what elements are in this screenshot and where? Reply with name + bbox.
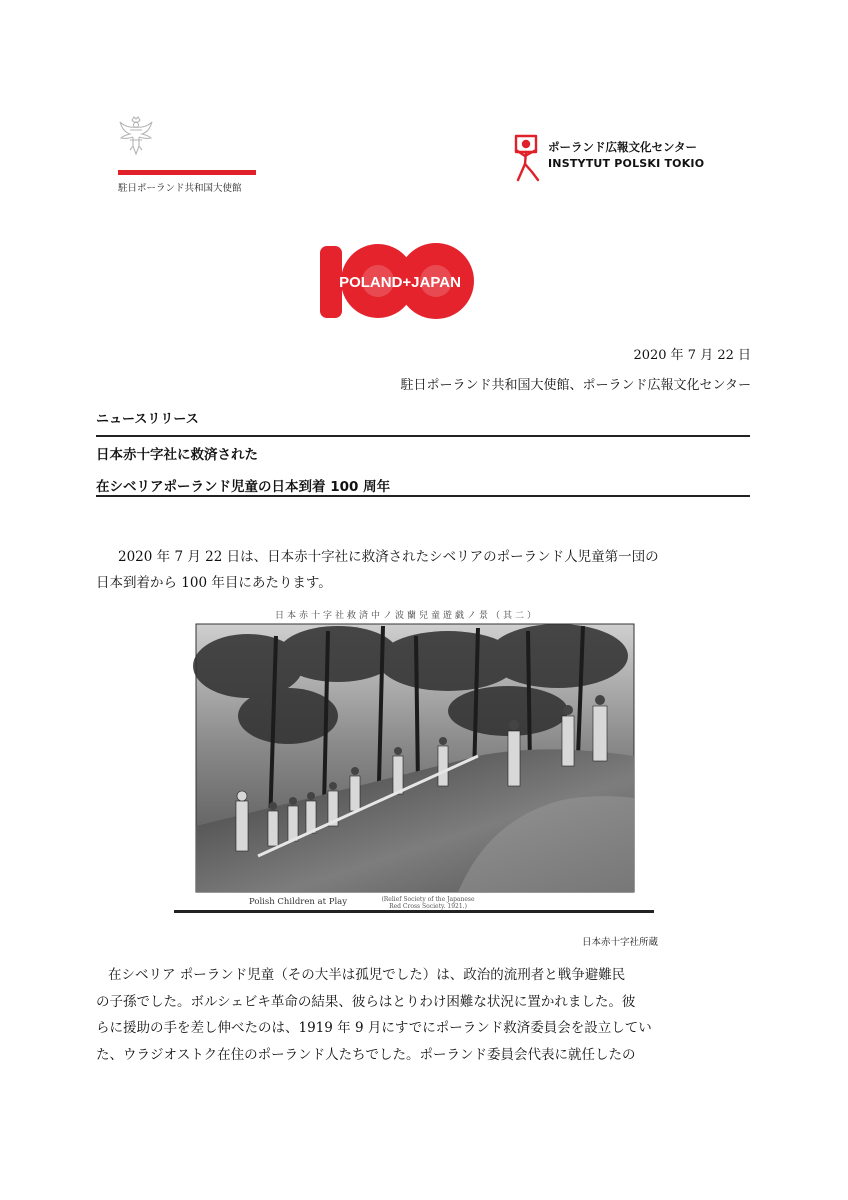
body-line-1: 在シベリア ポーランド児童（その大半は孤児でした）は、政治的流刑者と戦争避難民 <box>108 967 626 983</box>
centenary-logo-text: POLAND+JAPAN <box>339 274 461 291</box>
title-line-1: 日本赤十字社に救済された <box>96 447 258 463</box>
title-top-rule <box>96 435 750 437</box>
institute-name-jp: ポーランド広報文化センター <box>548 140 698 154</box>
body-line-3: らに援助の手を差し伸べたのは、1919 年 9 月にすでにポーランド救済委員会を設立してい <box>96 1020 652 1036</box>
embassy-red-rule <box>118 170 256 175</box>
photo-caption-top: 日本赤十字社救済中ノ波蘭兒童遊戯ノ景（其二） <box>274 611 540 621</box>
title-line-2: 在シベリアポーランド児童の日本到着 100 周年 <box>96 479 391 495</box>
intro-line-1: 2020 年 7 月 22 日は、日本赤十字社に救済されたシベリアのポーランド人児童第一団の <box>118 549 659 565</box>
photo-credit: 日本赤十字社所蔵 <box>581 937 658 948</box>
intro-line-2: 日本到着から 100 年目にあたります。 <box>96 575 332 591</box>
instytut-polski-logo-icon <box>512 134 542 182</box>
title-bottom-rule <box>96 495 750 497</box>
body-line-2: の子孫でした。ボルシェビキ革命の結果、彼らはとりわけ困難な状況に置かれました。彼 <box>96 993 636 1010</box>
photo-caption-note-1: (Relief Society of the Japanese <box>381 896 475 903</box>
body-paragraph <box>96 962 752 1068</box>
news-release-label: ニュースリリース <box>96 412 199 427</box>
poland-japan-100-logo <box>318 242 476 320</box>
historic-photo-postcard <box>178 606 636 910</box>
photo-caption-note-2: Red Cross Society. 1921.) <box>389 903 467 910</box>
issuer-line: 駐日ポーランド共和国大使館、ポーランド広報文化センター <box>400 378 751 393</box>
body-line-4: た、ウラジオストク在住のポーランド人たちでした。ポーランド委員会代表に就任したの <box>96 1046 636 1063</box>
polish-eagle-emblem-icon <box>118 116 154 156</box>
intro-paragraph <box>96 544 752 596</box>
photo-caption-bottom: Polish Children at Play <box>248 897 348 907</box>
photo-bottom-rule <box>174 910 654 913</box>
release-date: 2020 年 7 月 22 日 <box>633 348 751 363</box>
embassy-name: 駐日ポーランド共和国大使館 <box>118 183 242 194</box>
institute-name-en: INSTYTUT POLSKI TOKIO <box>548 157 705 170</box>
